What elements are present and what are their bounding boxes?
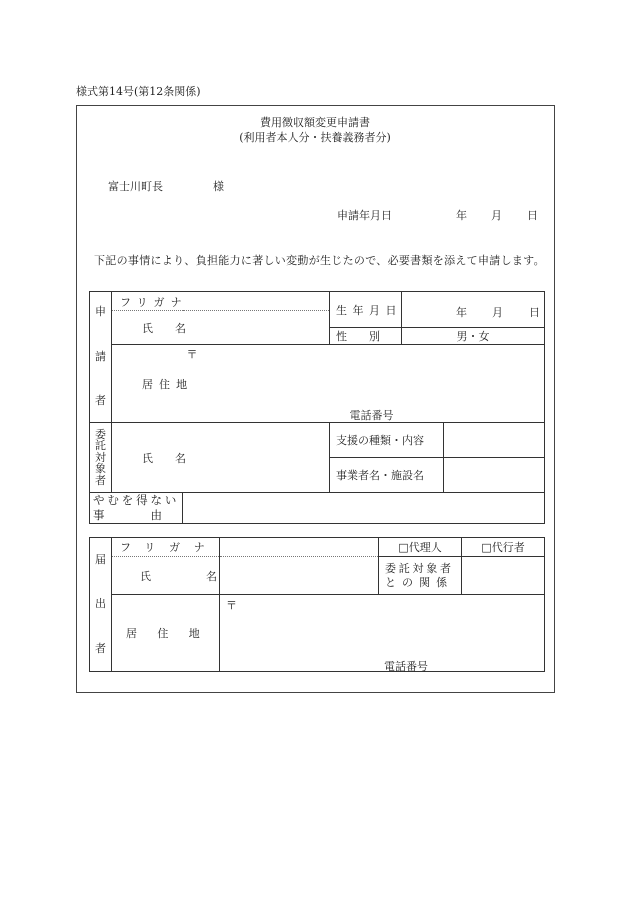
application-date-month-unit: 月 xyxy=(491,209,502,222)
support-type-label: 支援の種類・内容 xyxy=(330,423,444,458)
notifier-address-input[interactable] xyxy=(220,595,545,672)
notifier-postal-mark: 〒 xyxy=(226,599,237,612)
notifier-name-label: 氏名 xyxy=(112,557,220,595)
applicant-address-input[interactable] xyxy=(183,345,545,423)
addressee: 富士川町長 xyxy=(108,180,163,193)
applicant-name-input[interactable] xyxy=(183,311,330,345)
application-date-day-unit: 日 xyxy=(527,209,538,222)
applicant-phone-label: 電話番号 xyxy=(349,409,394,422)
notifier-phone-label: 電話番号 xyxy=(384,660,428,673)
applicant-furigana-label: フリガナ xyxy=(112,292,183,311)
relation-label: 委託対象者 との関係 xyxy=(379,557,462,595)
notifier-furigana-label: フリガナ xyxy=(112,538,220,557)
notifier-address-label: 居住地 xyxy=(112,595,220,672)
proxy-option[interactable]: □代行者 xyxy=(462,538,545,557)
form-subtitle: (利用者本人分・扶養義務者分) xyxy=(239,131,391,144)
form-number: 様式第14号(第12条関係) xyxy=(76,85,201,98)
applicant-address-label: 居住地 xyxy=(112,345,183,423)
reason-label: やむを得ない 事 由 xyxy=(90,493,183,524)
entrusted-name-input[interactable] xyxy=(183,423,330,493)
statement: 下記の事情により、負担能力に著しい変動が生じたので、必要書類を添えて申請します。 xyxy=(94,254,545,267)
applicant-furigana-input[interactable] xyxy=(183,292,330,311)
birth-month-unit: 月 xyxy=(492,305,503,319)
birth-year-unit: 年 xyxy=(456,305,467,319)
applicant-name-label: 氏 名 xyxy=(112,311,183,345)
form-title: 費用徴収額変更申請書 xyxy=(260,116,370,129)
entrusted-person-label: 委 託 対 象 者 xyxy=(90,423,112,493)
applicant-birthdate-input[interactable] xyxy=(402,292,545,328)
notifier-section-label: 届 出 者 xyxy=(90,538,112,672)
application-date-label: 申請年月日 xyxy=(337,209,392,222)
relation-input[interactable] xyxy=(462,557,545,595)
agent-option[interactable]: □代理人 xyxy=(379,538,462,557)
birth-day-unit: 日 xyxy=(529,305,540,319)
applicant-postal-mark: 〒 xyxy=(186,348,198,361)
honorific: 様 xyxy=(213,180,224,193)
provider-input[interactable] xyxy=(444,458,545,493)
application-date-year-unit: 年 xyxy=(456,209,467,222)
applicant-section-label: 申 請 者 xyxy=(90,292,112,423)
applicant-gender-label: 性 別 xyxy=(330,328,402,345)
support-type-input[interactable] xyxy=(444,423,545,458)
entrusted-name-label: 氏 名 xyxy=(112,423,183,493)
applicant-table xyxy=(89,291,545,524)
notifier-furigana-input[interactable] xyxy=(220,538,379,557)
applicant-birthdate-label: 生年月日 xyxy=(330,292,402,328)
applicant-gender-options[interactable]: 男・女 xyxy=(402,328,545,345)
notifier-table xyxy=(89,537,545,672)
reason-input[interactable] xyxy=(183,493,545,524)
provider-label: 事業者名・施設名 xyxy=(330,458,444,493)
